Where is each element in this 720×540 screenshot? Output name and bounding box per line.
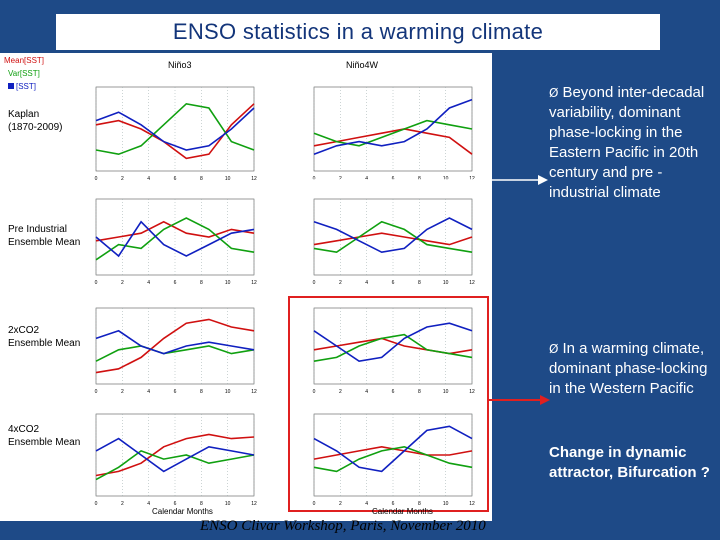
arrow-1 <box>280 170 550 190</box>
panel-preindustrial-nino4w <box>306 191 486 285</box>
x-tick-label: 8 <box>417 501 421 506</box>
slide-title: ENSO statistics in a warming climate <box>172 19 544 44</box>
x-tick-label: 4 <box>147 389 151 394</box>
x-tick-label: 8 <box>199 176 203 181</box>
x-tick-label: 0 <box>312 389 316 394</box>
x-tick-label: 0 <box>94 280 98 285</box>
x-tick-label: 0 <box>94 501 98 506</box>
x-tick-label: 2 <box>338 389 342 394</box>
x-tick-label: 8 <box>199 280 203 285</box>
x-tick-label: 2 <box>338 280 342 285</box>
title-box <box>56 14 660 50</box>
panel-4xco2-nino3 <box>88 406 268 506</box>
x-tick-label: 12 <box>469 389 475 394</box>
x-tick-label: 6 <box>173 176 177 181</box>
x-tick-label: 12 <box>251 176 257 181</box>
x-tick-label: 10 <box>224 389 231 394</box>
bullet-2-marker: Ø <box>549 342 559 356</box>
x-tick-label: 2 <box>120 501 124 506</box>
x-tick-label: 2 <box>120 280 124 285</box>
x-tick-label: 6 <box>391 501 395 506</box>
row-label-2xco2: 2xCO2 Ensemble Mean <box>8 325 81 349</box>
bullet-2-text: In a warming climate, dominant phase-locking in the Western Pacific <box>549 340 708 397</box>
x-tick-label: 6 <box>173 501 177 506</box>
panel-2xco2-nino3 <box>88 300 268 394</box>
x-axis-label-left: Calendar Months <box>152 507 213 516</box>
row-label-4xco2: 4xCO2 Ensemble Mean <box>8 424 81 448</box>
x-tick-label: 4 <box>365 501 369 506</box>
x-tick-label: 12 <box>469 280 475 285</box>
legend-var: Var[SST] <box>8 69 40 78</box>
x-tick-label: 10 <box>442 280 449 285</box>
x-tick-label: 12 <box>469 176 475 181</box>
bullet-2 <box>549 339 717 399</box>
x-tick-label: 2 <box>338 501 342 506</box>
x-tick-label: 8 <box>199 389 203 394</box>
bifurcation-note: Change in dynamic attractor, Bifurcation ? <box>549 444 710 481</box>
x-tick-label: 4 <box>147 280 151 285</box>
x-tick-label: 6 <box>391 389 395 394</box>
row-label-preindustrial: Pre Industrial Ensemble Mean <box>8 224 81 248</box>
bullet-1-marker: Ø <box>549 86 559 100</box>
x-tick-label: 8 <box>417 389 421 394</box>
x-tick-label: 0 <box>312 176 316 181</box>
column-title-nino4w: Niño4W <box>346 60 379 70</box>
x-tick-label: 10 <box>442 501 449 506</box>
x-axis-label-right: Calendar Months <box>372 507 433 516</box>
x-tick-label: 4 <box>147 501 151 506</box>
x-tick-label: 10 <box>224 501 231 506</box>
panel-preindustrial-nino3 <box>88 191 268 285</box>
x-tick-label: 10 <box>224 280 231 285</box>
x-tick-label: 0 <box>312 280 316 285</box>
column-title-nino3: Niño3 <box>168 60 192 70</box>
x-tick-label: 8 <box>199 501 203 506</box>
x-tick-label: 10 <box>442 389 449 394</box>
bullet-1 <box>549 83 717 203</box>
x-tick-label: 8 <box>417 280 421 285</box>
x-tick-label: 12 <box>251 501 257 506</box>
arrow-2 <box>488 390 552 410</box>
bullet-1-text: Beyond inter-decadal variability, dominant phase-locking in the Eastern Pacific in 20th century and pre -industrial climate <box>549 84 705 201</box>
x-tick-label: 12 <box>251 280 257 285</box>
figure-panel <box>0 53 492 521</box>
x-tick-label: 10 <box>224 176 231 181</box>
x-tick-label: 12 <box>251 389 257 394</box>
x-tick-label: 4 <box>147 176 151 181</box>
footer: ENSO Clivar Workshop, Paris, November 2010 <box>200 518 486 534</box>
x-tick-label: 6 <box>173 389 177 394</box>
highlight-box <box>288 296 489 512</box>
x-tick-label: 0 <box>312 501 316 506</box>
panel-kaplan-nino3 <box>88 79 268 181</box>
x-tick-label: 0 <box>94 389 98 394</box>
x-tick-label: 6 <box>391 176 395 181</box>
legend-sst: [SST] <box>8 82 36 92</box>
x-tick-label: 6 <box>391 280 395 285</box>
x-tick-label: 2 <box>120 389 124 394</box>
x-tick-label: 4 <box>365 176 369 181</box>
x-tick-label: 2 <box>120 176 124 181</box>
x-tick-label: 4 <box>365 280 369 285</box>
panel-kaplan-nino4w <box>306 79 486 181</box>
x-tick-label: 0 <box>94 176 98 181</box>
x-tick-label: 12 <box>469 501 475 506</box>
x-tick-label: 6 <box>173 280 177 285</box>
x-tick-label: 4 <box>365 389 369 394</box>
legend-sst-icon <box>8 83 14 89</box>
x-tick-label: 2 <box>338 176 342 181</box>
x-tick-label: 8 <box>417 176 421 181</box>
row-label-kaplan: Kaplan (1870-2009) <box>8 109 63 133</box>
legend-mean: Mean[SST] <box>4 56 45 65</box>
x-tick-label: 10 <box>442 176 449 181</box>
